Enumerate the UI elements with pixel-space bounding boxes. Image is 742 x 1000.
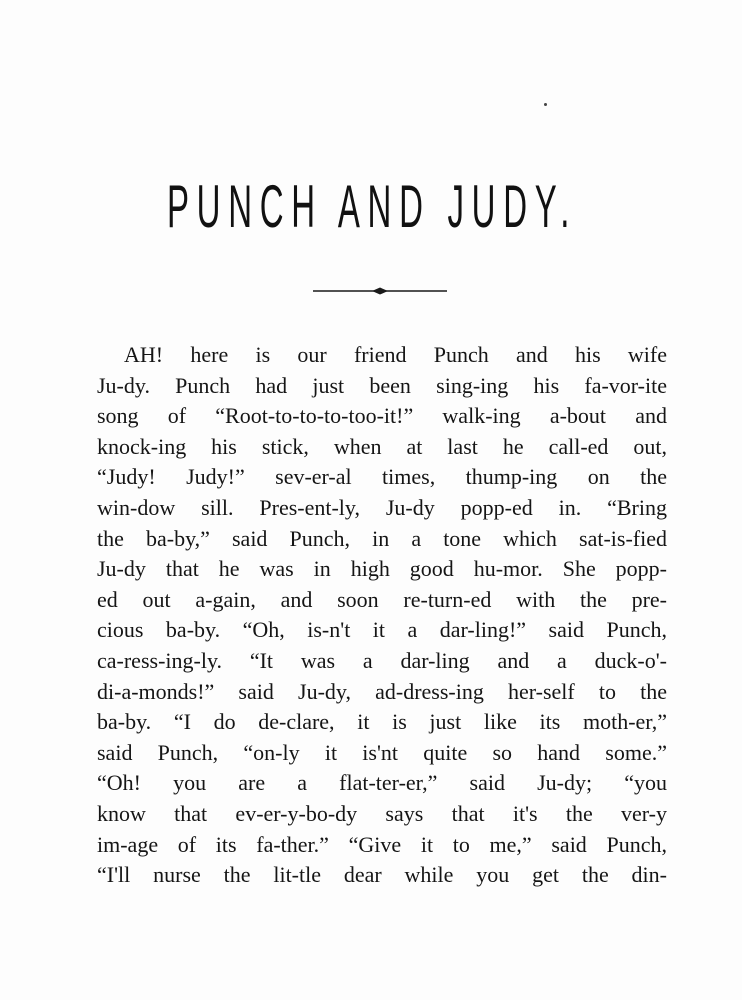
text-line: know that ev-er-y-bo-dy says that it's the ver-y: [97, 800, 667, 826]
divider-ornament-icon: [313, 284, 447, 298]
text-line: said Punch, “on-ly it is'nt quite so hand some.”: [97, 739, 667, 765]
text-line: ed out a-gain, and soon re-turn-ed with the pre-: [97, 586, 667, 612]
text-line: AH! here is our friend Punch and his wife: [124, 342, 667, 367]
text-line: ba-by. “I do de-clare, it is just like its moth-er,”: [97, 709, 667, 735]
text-line: Ju-dy that he was in high good hu-mor. She popp-: [97, 556, 667, 582]
text-line: knock-ing his stick, when at last he call-ed out,: [97, 433, 667, 459]
text-line: Ju-dy. Punch had just been sing-ing his fa-vor-ite: [97, 372, 667, 398]
ink-speck: [544, 103, 547, 106]
page-title: PUNCH AND JUDY.: [166, 173, 578, 240]
text-line: “I'll nurse the lit-tle dear while you get the din-: [97, 862, 667, 888]
text-line: song of “Root-to-to-to-too-it!” walk-ing a-bout and: [97, 403, 667, 429]
text-line: the ba-by,” said Punch, in a tone which sat-is-fied: [97, 525, 667, 551]
text-line: im-age of its fa-ther.” “Give it to me,” said Punch,: [97, 831, 667, 857]
text-line: cious ba-by. “Oh, is-n't it a dar-ling!” said Punch,: [97, 617, 667, 643]
text-line: “Oh! you are a flat-ter-er,” said Ju-dy; “you: [97, 770, 667, 796]
story-text: [97, 340, 667, 891]
text-line: “Judy! Judy!” sev-er-al times, thump-ing on the: [97, 464, 667, 490]
text-line: ca-ress-ing-ly. “It was a dar-ling and a duck-o'-: [97, 647, 667, 673]
text-line: win-dow sill. Pres-ent-ly, Ju-dy popp-ed in. “Bring: [97, 494, 667, 520]
text-line: di-a-monds!” said Ju-dy, ad-dress-ing her-self to the: [97, 678, 667, 704]
